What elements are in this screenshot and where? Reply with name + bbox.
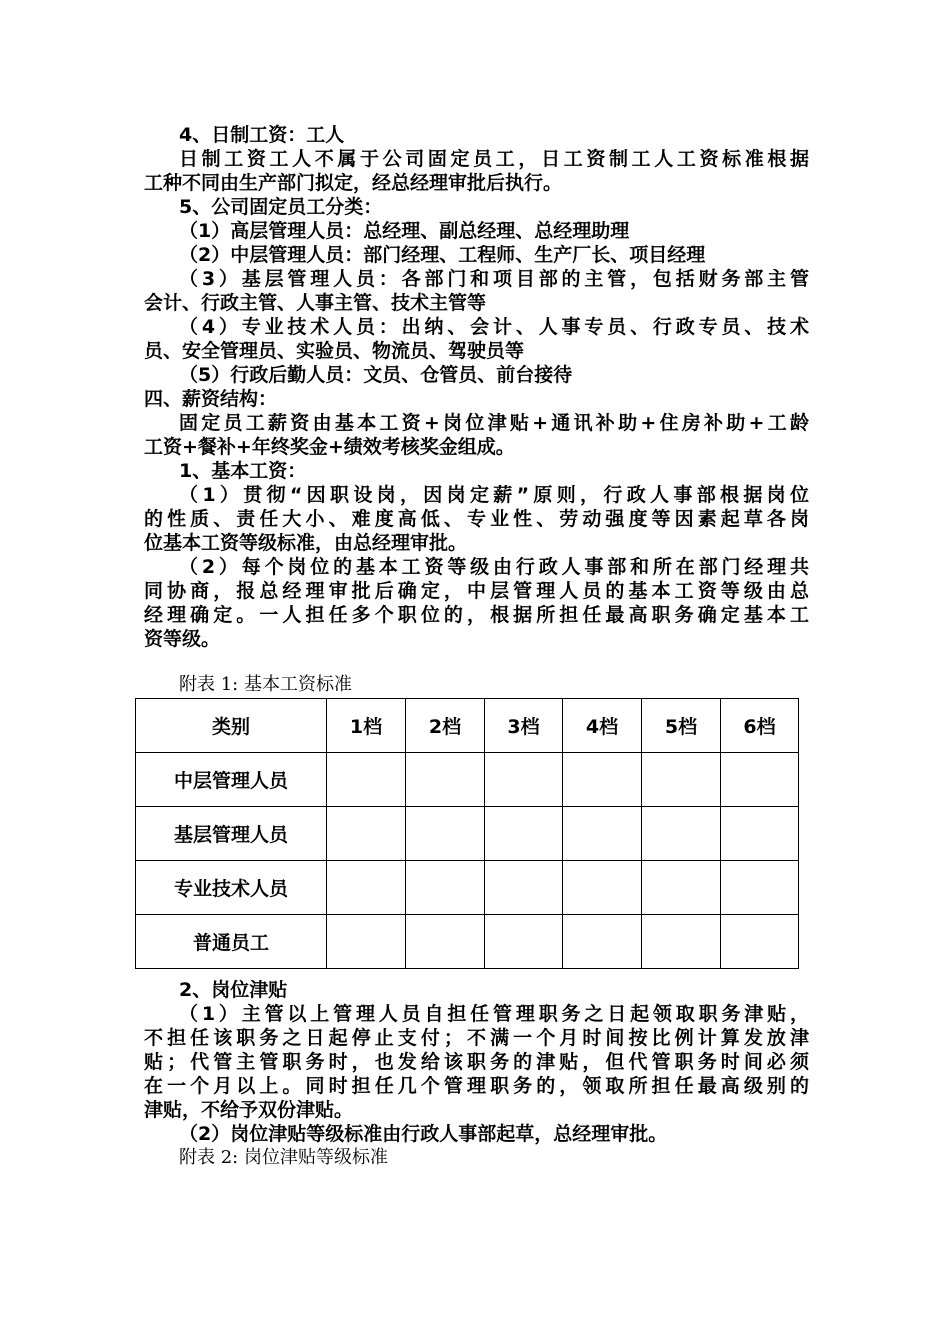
basic-salary-table bbox=[135, 698, 799, 969]
table-cell bbox=[327, 807, 406, 861]
table-cell bbox=[327, 915, 406, 969]
table-cell bbox=[563, 915, 642, 969]
table-cell bbox=[721, 807, 799, 861]
table-cell bbox=[721, 915, 799, 969]
table-cell bbox=[563, 807, 642, 861]
table-cell bbox=[485, 807, 563, 861]
table-cell bbox=[327, 753, 406, 807]
table-cell bbox=[563, 861, 642, 915]
text-line: 不担任该职务之日起停止支付；不满一个月时间按比例计算发放津 bbox=[144, 1027, 809, 1049]
text-line: 同协商，报总经理审批后确定，中层管理人员的基本工资等级由总 bbox=[144, 580, 809, 602]
text-line: 的性质、责任大小、难度高低、专业性、劳动强度等因素起草各岗 bbox=[144, 508, 809, 530]
text-line: 工资+餐补+年终奖金+绩效考核奖金组成。 bbox=[144, 436, 515, 458]
column-header: 4档 bbox=[563, 699, 642, 753]
text-line: 员、安全管理员、实验员、物流员、驾驶员等 bbox=[144, 340, 525, 362]
text-line: 位基本工资等级标准，由总经理审批。 bbox=[144, 532, 468, 554]
row-label: 普通员工 bbox=[136, 915, 327, 969]
text-line: 5、公司固定员工分类： bbox=[179, 196, 383, 218]
table-cell bbox=[642, 753, 721, 807]
text-line: 固定员工薪资由基本工资+岗位津贴+通讯补助+住房补助+工龄 bbox=[179, 412, 809, 434]
text-line: （1）贯彻“因职设岗，因岗定薪”原则，行政人事部根据岗位 bbox=[179, 484, 809, 506]
column-header: 5档 bbox=[642, 699, 721, 753]
column-header: 类别 bbox=[136, 699, 327, 753]
text-line: 会计、行政主管、人事主管、技术主管等 bbox=[144, 292, 487, 314]
table-cell bbox=[642, 915, 721, 969]
table-cell bbox=[406, 807, 485, 861]
row-label: 基层管理人员 bbox=[136, 807, 327, 861]
table-cell bbox=[406, 861, 485, 915]
table-cell bbox=[406, 915, 485, 969]
text-line: 2、岗位津贴 bbox=[179, 979, 288, 1001]
text-line: （4）专业技术人员：出纳、会计、人事专员、行政专员、技术 bbox=[179, 316, 809, 338]
text-line: （5）行政后勤人员：文员、仓管员、前台接待 bbox=[179, 364, 573, 386]
column-header: 1档 bbox=[327, 699, 406, 753]
text-line: （1）高层管理人员：总经理、副总经理、总经理助理 bbox=[179, 220, 630, 242]
table-row bbox=[136, 915, 799, 969]
table-cell bbox=[642, 807, 721, 861]
table-cell bbox=[327, 861, 406, 915]
table-cell bbox=[563, 753, 642, 807]
text-line: 4、日制工资：工人 bbox=[179, 124, 345, 146]
table1-caption: 附表 1: 基本工资标准 bbox=[179, 674, 352, 695]
table2-caption: 附表 2: 岗位津贴等级标准 bbox=[179, 1147, 388, 1168]
table-cell bbox=[485, 915, 563, 969]
column-header: 2档 bbox=[406, 699, 485, 753]
table-cell bbox=[721, 753, 799, 807]
text-line: 经理确定。一人担任多个职位的，根据所担任最高职务确定基本工 bbox=[144, 604, 809, 626]
text-line: （2）中层管理人员：部门经理、工程师、生产厂长、项目经理 bbox=[179, 244, 706, 266]
table-header-row bbox=[136, 699, 799, 753]
text-line: （1）主管以上管理人员自担任管理职务之日起领取职务津贴， bbox=[179, 1003, 809, 1025]
text-line: 四、薪资结构： bbox=[144, 388, 278, 410]
text-line: 津贴，不给予双份津贴。 bbox=[144, 1099, 354, 1121]
row-label: 专业技术人员 bbox=[136, 861, 327, 915]
table-cell bbox=[485, 753, 563, 807]
text-line: （2）岗位津贴等级标准由行政人事部起草，总经理审批。 bbox=[179, 1123, 668, 1145]
text-line: （2）每个岗位的基本工资等级由行政人事部和所在部门经理共 bbox=[179, 556, 809, 578]
text-line: 贴；代管主管职务时，也发给该职务的津贴，但代管职务时间必须 bbox=[144, 1051, 809, 1073]
column-header: 3档 bbox=[485, 699, 563, 753]
table-cell bbox=[721, 861, 799, 915]
text-line: 资等级。 bbox=[144, 628, 221, 650]
text-line: 工种不同由生产部门拟定，经总经理审批后执行。 bbox=[144, 172, 563, 194]
table-row bbox=[136, 753, 799, 807]
table-row bbox=[136, 861, 799, 915]
column-header: 6档 bbox=[721, 699, 799, 753]
text-line: 在一个月以上。同时担任几个管理职务的，领取所担任最高级别的 bbox=[144, 1075, 809, 1097]
table-cell bbox=[406, 753, 485, 807]
text-line: 日制工资工人不属于公司固定员工，日工资制工人工资标准根据 bbox=[179, 148, 809, 170]
table-cell bbox=[485, 861, 563, 915]
table-row bbox=[136, 807, 799, 861]
text-line: 1、基本工资： bbox=[179, 460, 307, 482]
text-line: （3）基层管理人员：各部门和项目部的主管，包括财务部主管 bbox=[179, 268, 809, 290]
row-label: 中层管理人员 bbox=[136, 753, 327, 807]
table-cell bbox=[642, 861, 721, 915]
